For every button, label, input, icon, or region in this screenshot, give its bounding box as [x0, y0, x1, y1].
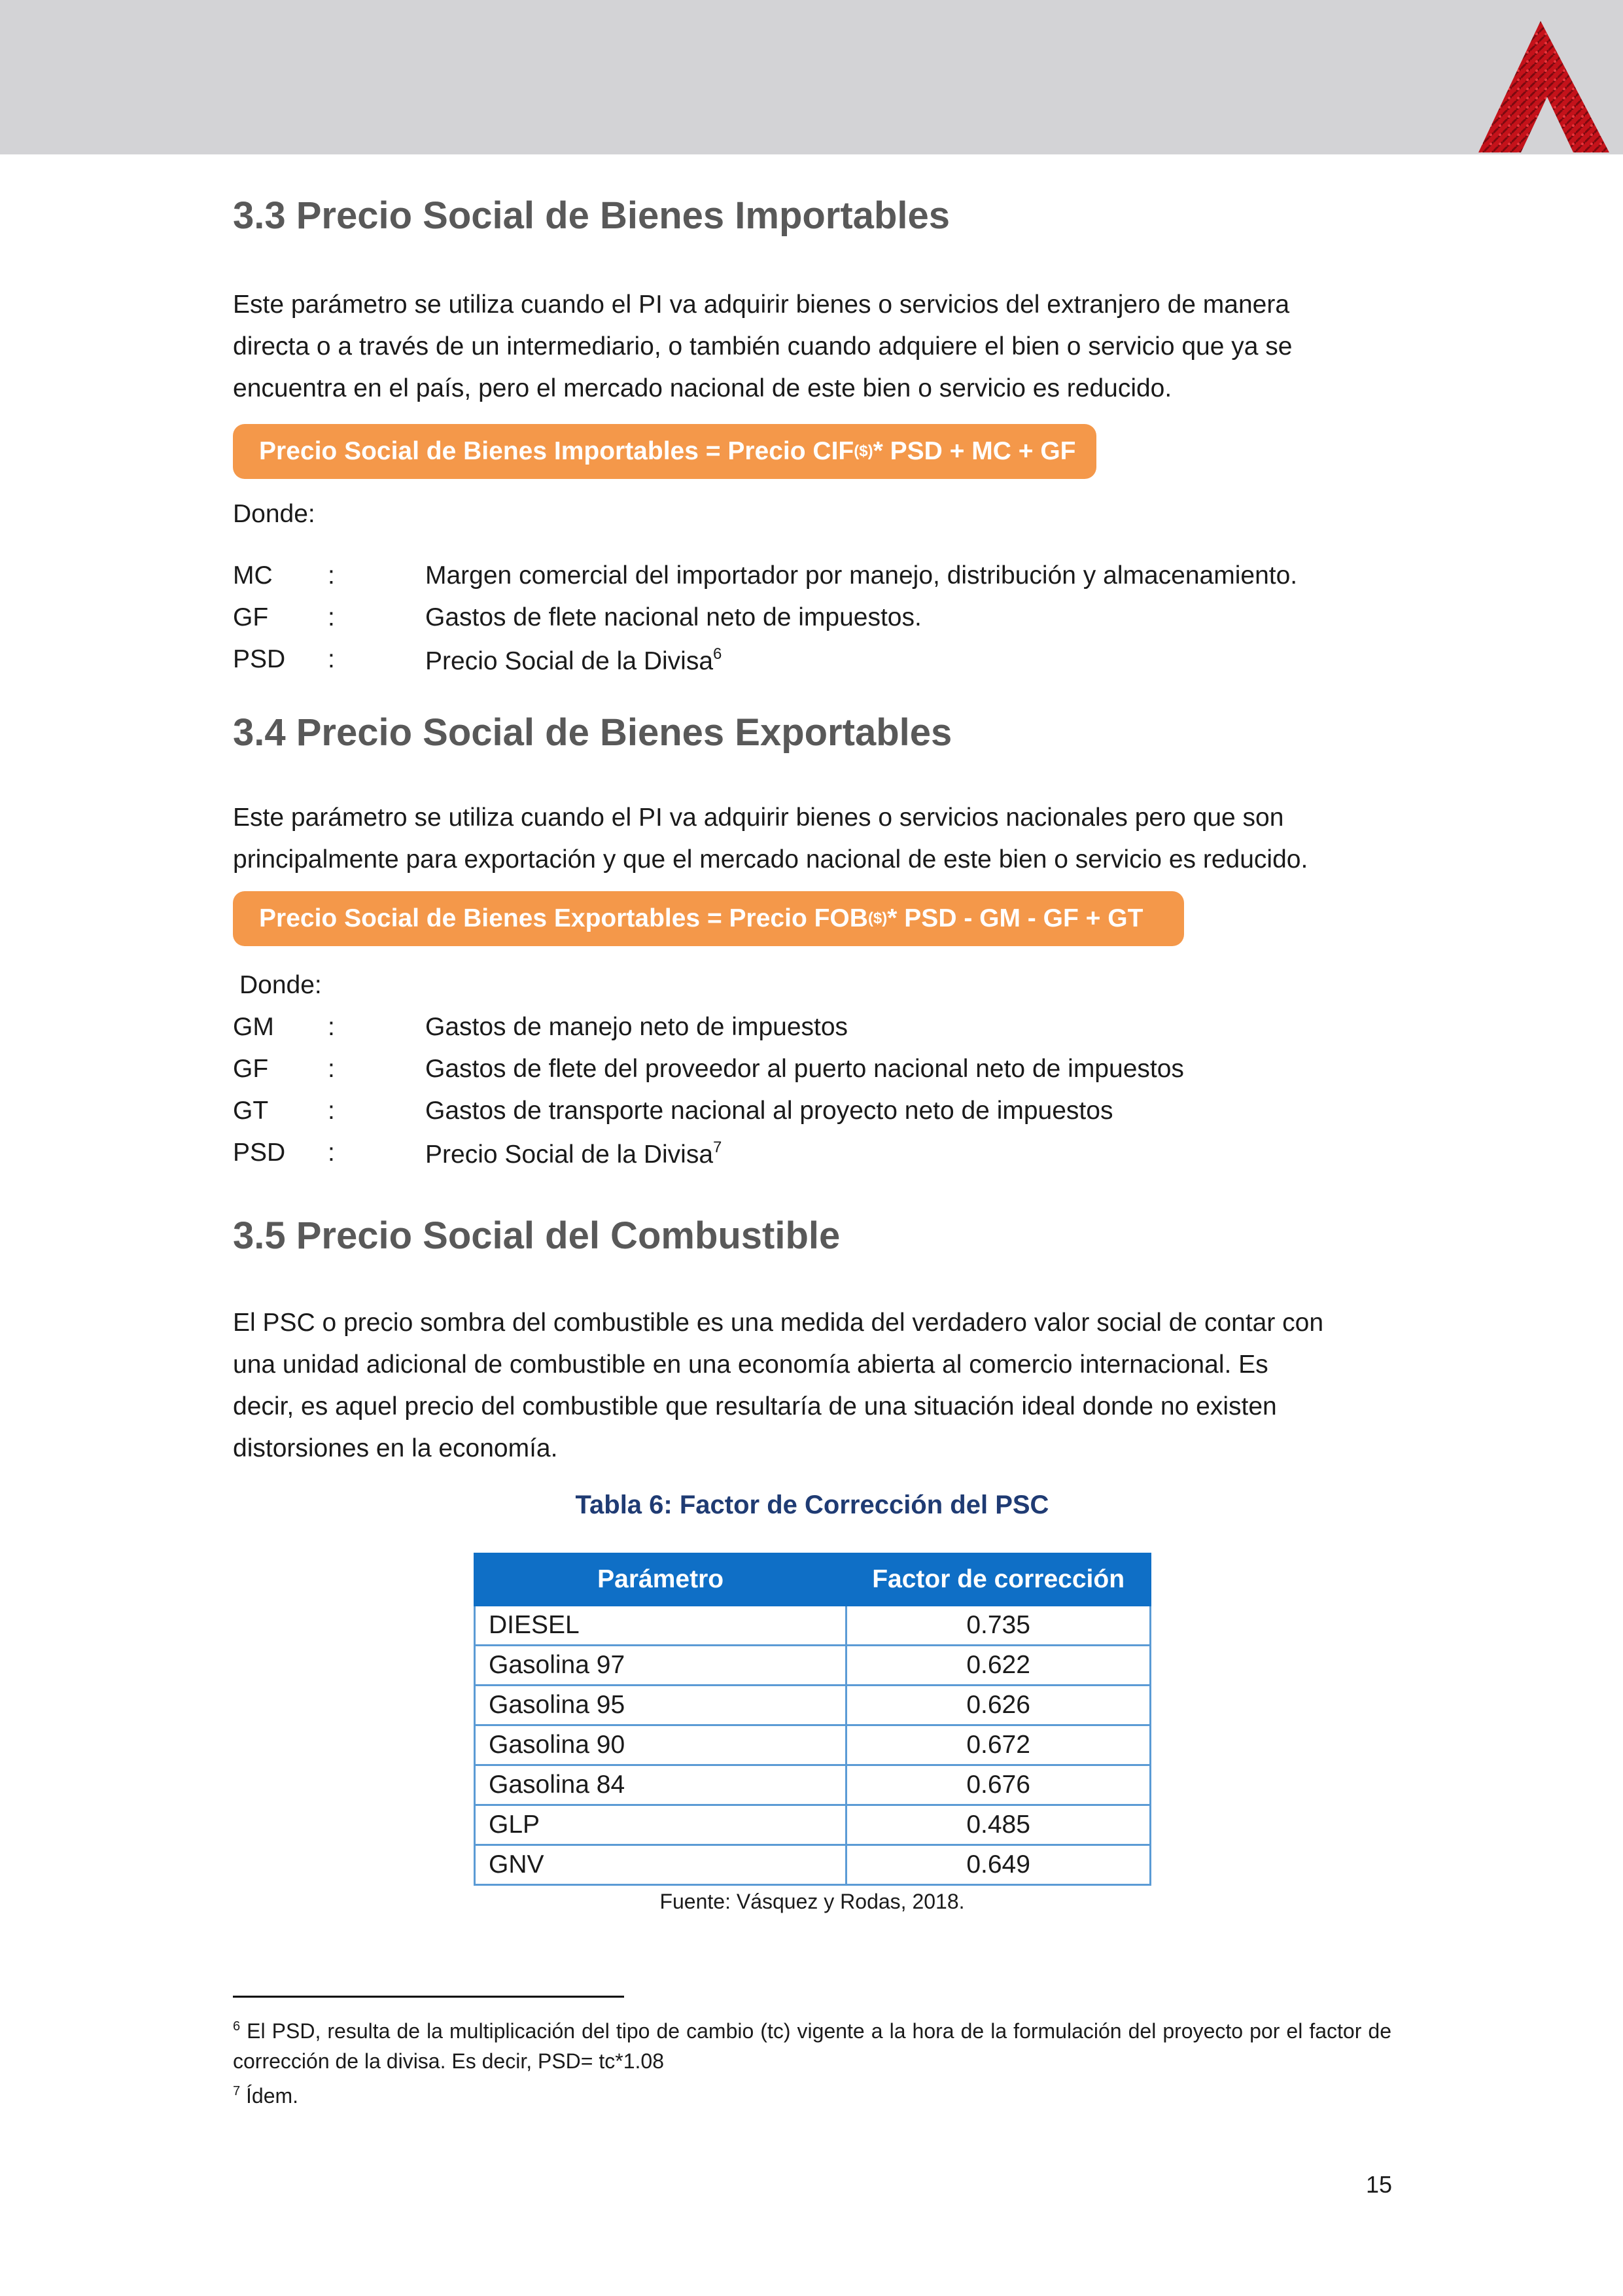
footnote-7 — [233, 2076, 1391, 2111]
table-cell: Gasolina 97 — [475, 1646, 846, 1686]
formula-subscript: ($) — [867, 910, 888, 927]
logo-icon — [1475, 18, 1615, 156]
table-header-cell: Factor de corrección — [846, 1554, 1151, 1606]
paragraph-line: una unidad adicional de combustible en una economía abierta al comercio internacional. Es — [233, 1351, 1268, 1379]
table-title: Tabla 6: Factor de Corrección del PSC — [575, 1491, 1049, 1519]
section-3-4-paragraph — [233, 797, 1391, 881]
table-row — [475, 1686, 1151, 1725]
donde-label: Donde: — [239, 971, 322, 999]
section-title-3-3: 3.3 Precio Social de Bienes Importables — [233, 194, 950, 237]
table-cell: 0.735 — [846, 1606, 1151, 1646]
footnote-text: Ídem. — [240, 2084, 299, 2108]
definition-desc: Gastos de manejo neto de impuestos — [425, 1013, 848, 1041]
table-row — [475, 1805, 1151, 1845]
footnote-6 — [233, 2011, 1391, 2076]
definition-abbr: GM — [233, 1013, 274, 1041]
section-title-3-4: 3.4 Precio Social de Bienes Exportables — [233, 711, 952, 754]
table-cell: Gasolina 90 — [475, 1725, 846, 1765]
formula-text: * PSD + MC + GF — [873, 437, 1076, 465]
table-cell: 0.485 — [846, 1805, 1151, 1845]
definition-desc: Margen comercial del importador por manejo, distribución y almacenamiento. — [425, 561, 1298, 590]
formula-text: * PSD - GM - GF + GT — [887, 904, 1143, 932]
definition-abbr: GT — [233, 1097, 269, 1125]
footnote-text: El PSD, resulta de la multiplicación del tipo de cambio (tc) vigente a la hora de la formulación del proyecto por el factor de corrección de la divisa. Es decir, PSD= tc*1.08 — [233, 2019, 1391, 2073]
table-row — [475, 1725, 1151, 1765]
table-source: Fuente: Vásquez y Rodas, 2018. — [659, 1890, 965, 1913]
section-title-3-5: 3.5 Precio Social del Combustible — [233, 1214, 841, 1257]
definition-colon: : — [328, 561, 335, 590]
table-cell: 0.676 — [846, 1765, 1151, 1805]
paragraph-line: Este parámetro se utiliza cuando el PI va adquirir bienes o servicios nacionales pero que son — [233, 804, 1284, 832]
formula-exportables — [233, 891, 1184, 946]
definition-desc-text: Precio Social de la Divisa — [425, 647, 714, 675]
paragraph-line: encuentra en el país, pero el mercado nacional de este bien o servicio es reducido. — [233, 374, 1172, 402]
table-cell: DIESEL — [475, 1606, 846, 1646]
paragraph-line: principalmente para exportación y que el mercado nacional de este bien o servicio es reducido. — [233, 845, 1308, 874]
table-header-row — [475, 1554, 1151, 1606]
table-row — [475, 1845, 1151, 1885]
definition-abbr: GF — [233, 603, 269, 631]
definition-abbr: MC — [233, 561, 273, 590]
definition-desc-text: Precio Social de la Divisa — [425, 1140, 714, 1169]
definition-colon: : — [328, 1139, 335, 1167]
donde-label: Donde: — [233, 500, 315, 528]
paragraph-line: directa o a través de un intermediario, o también cuando adquiere el bien o servicio que ya se — [233, 332, 1293, 361]
formula-importables — [233, 424, 1096, 479]
footnote-ref[interactable]: 6 — [713, 645, 722, 663]
table-cell: Gasolina 95 — [475, 1686, 846, 1725]
page-number: 15 — [1365, 2171, 1392, 2198]
table-cell: GLP — [475, 1805, 846, 1845]
correction-factor-table — [474, 1553, 1151, 1886]
paragraph-line: distorsiones en la economía. — [233, 1434, 558, 1462]
table-header-cell: Parámetro — [475, 1554, 846, 1606]
definition-colon: : — [328, 603, 335, 631]
definition-abbr: PSD — [233, 1139, 286, 1167]
section-3-5-paragraph — [233, 1302, 1391, 1470]
table-cell: 0.626 — [846, 1686, 1151, 1725]
definition-colon: : — [328, 1055, 335, 1083]
footnote-number: 7 — [233, 2084, 241, 2098]
formula-text: Precio Social de Bienes Importables = Precio CIF — [259, 437, 854, 465]
definition-desc — [425, 1139, 722, 1169]
page-header-band — [0, 0, 1623, 154]
formula-subscript: ($) — [854, 442, 873, 460]
table-cell: GNV — [475, 1845, 846, 1885]
definition-abbr: PSD — [233, 645, 286, 673]
footnotes — [233, 2011, 1391, 2111]
definition-colon: : — [328, 645, 335, 673]
footnote-divider — [233, 1996, 624, 1998]
definition-desc: Gastos de transporte nacional al proyecto neto de impuestos — [425, 1097, 1113, 1125]
formula-text: Precio Social de Bienes Exportables = Precio FOB — [259, 904, 868, 932]
paragraph-line: El PSC o precio sombra del combustible es una medida del verdadero valor social de contar con — [233, 1309, 1324, 1337]
definition-desc: Gastos de flete nacional neto de impuestos. — [425, 603, 922, 631]
table-cell: 0.672 — [846, 1725, 1151, 1765]
table-cell: Gasolina 84 — [475, 1765, 846, 1805]
definition-colon: : — [328, 1013, 335, 1041]
definition-desc: Gastos de flete del proveedor al puerto nacional neto de impuestos — [425, 1055, 1184, 1083]
table-row — [475, 1646, 1151, 1686]
paragraph-line: decir, es aquel precio del combustible que resultaría de una situación ideal donde no existen — [233, 1392, 1277, 1421]
definition-colon: : — [328, 1097, 335, 1125]
footnote-ref[interactable]: 7 — [713, 1139, 722, 1156]
definition-abbr: GF — [233, 1055, 269, 1083]
paragraph-line: Este parámetro se utiliza cuando el PI va adquirir bienes o servicios del extranjero de manera — [233, 291, 1290, 319]
table-cell: 0.622 — [846, 1646, 1151, 1686]
table-row — [475, 1606, 1151, 1646]
definition-desc — [425, 645, 722, 676]
table-cell: 0.649 — [846, 1845, 1151, 1885]
section-3-3-paragraph — [233, 284, 1391, 410]
footnote-number: 6 — [233, 2019, 241, 2034]
table-row — [475, 1765, 1151, 1805]
